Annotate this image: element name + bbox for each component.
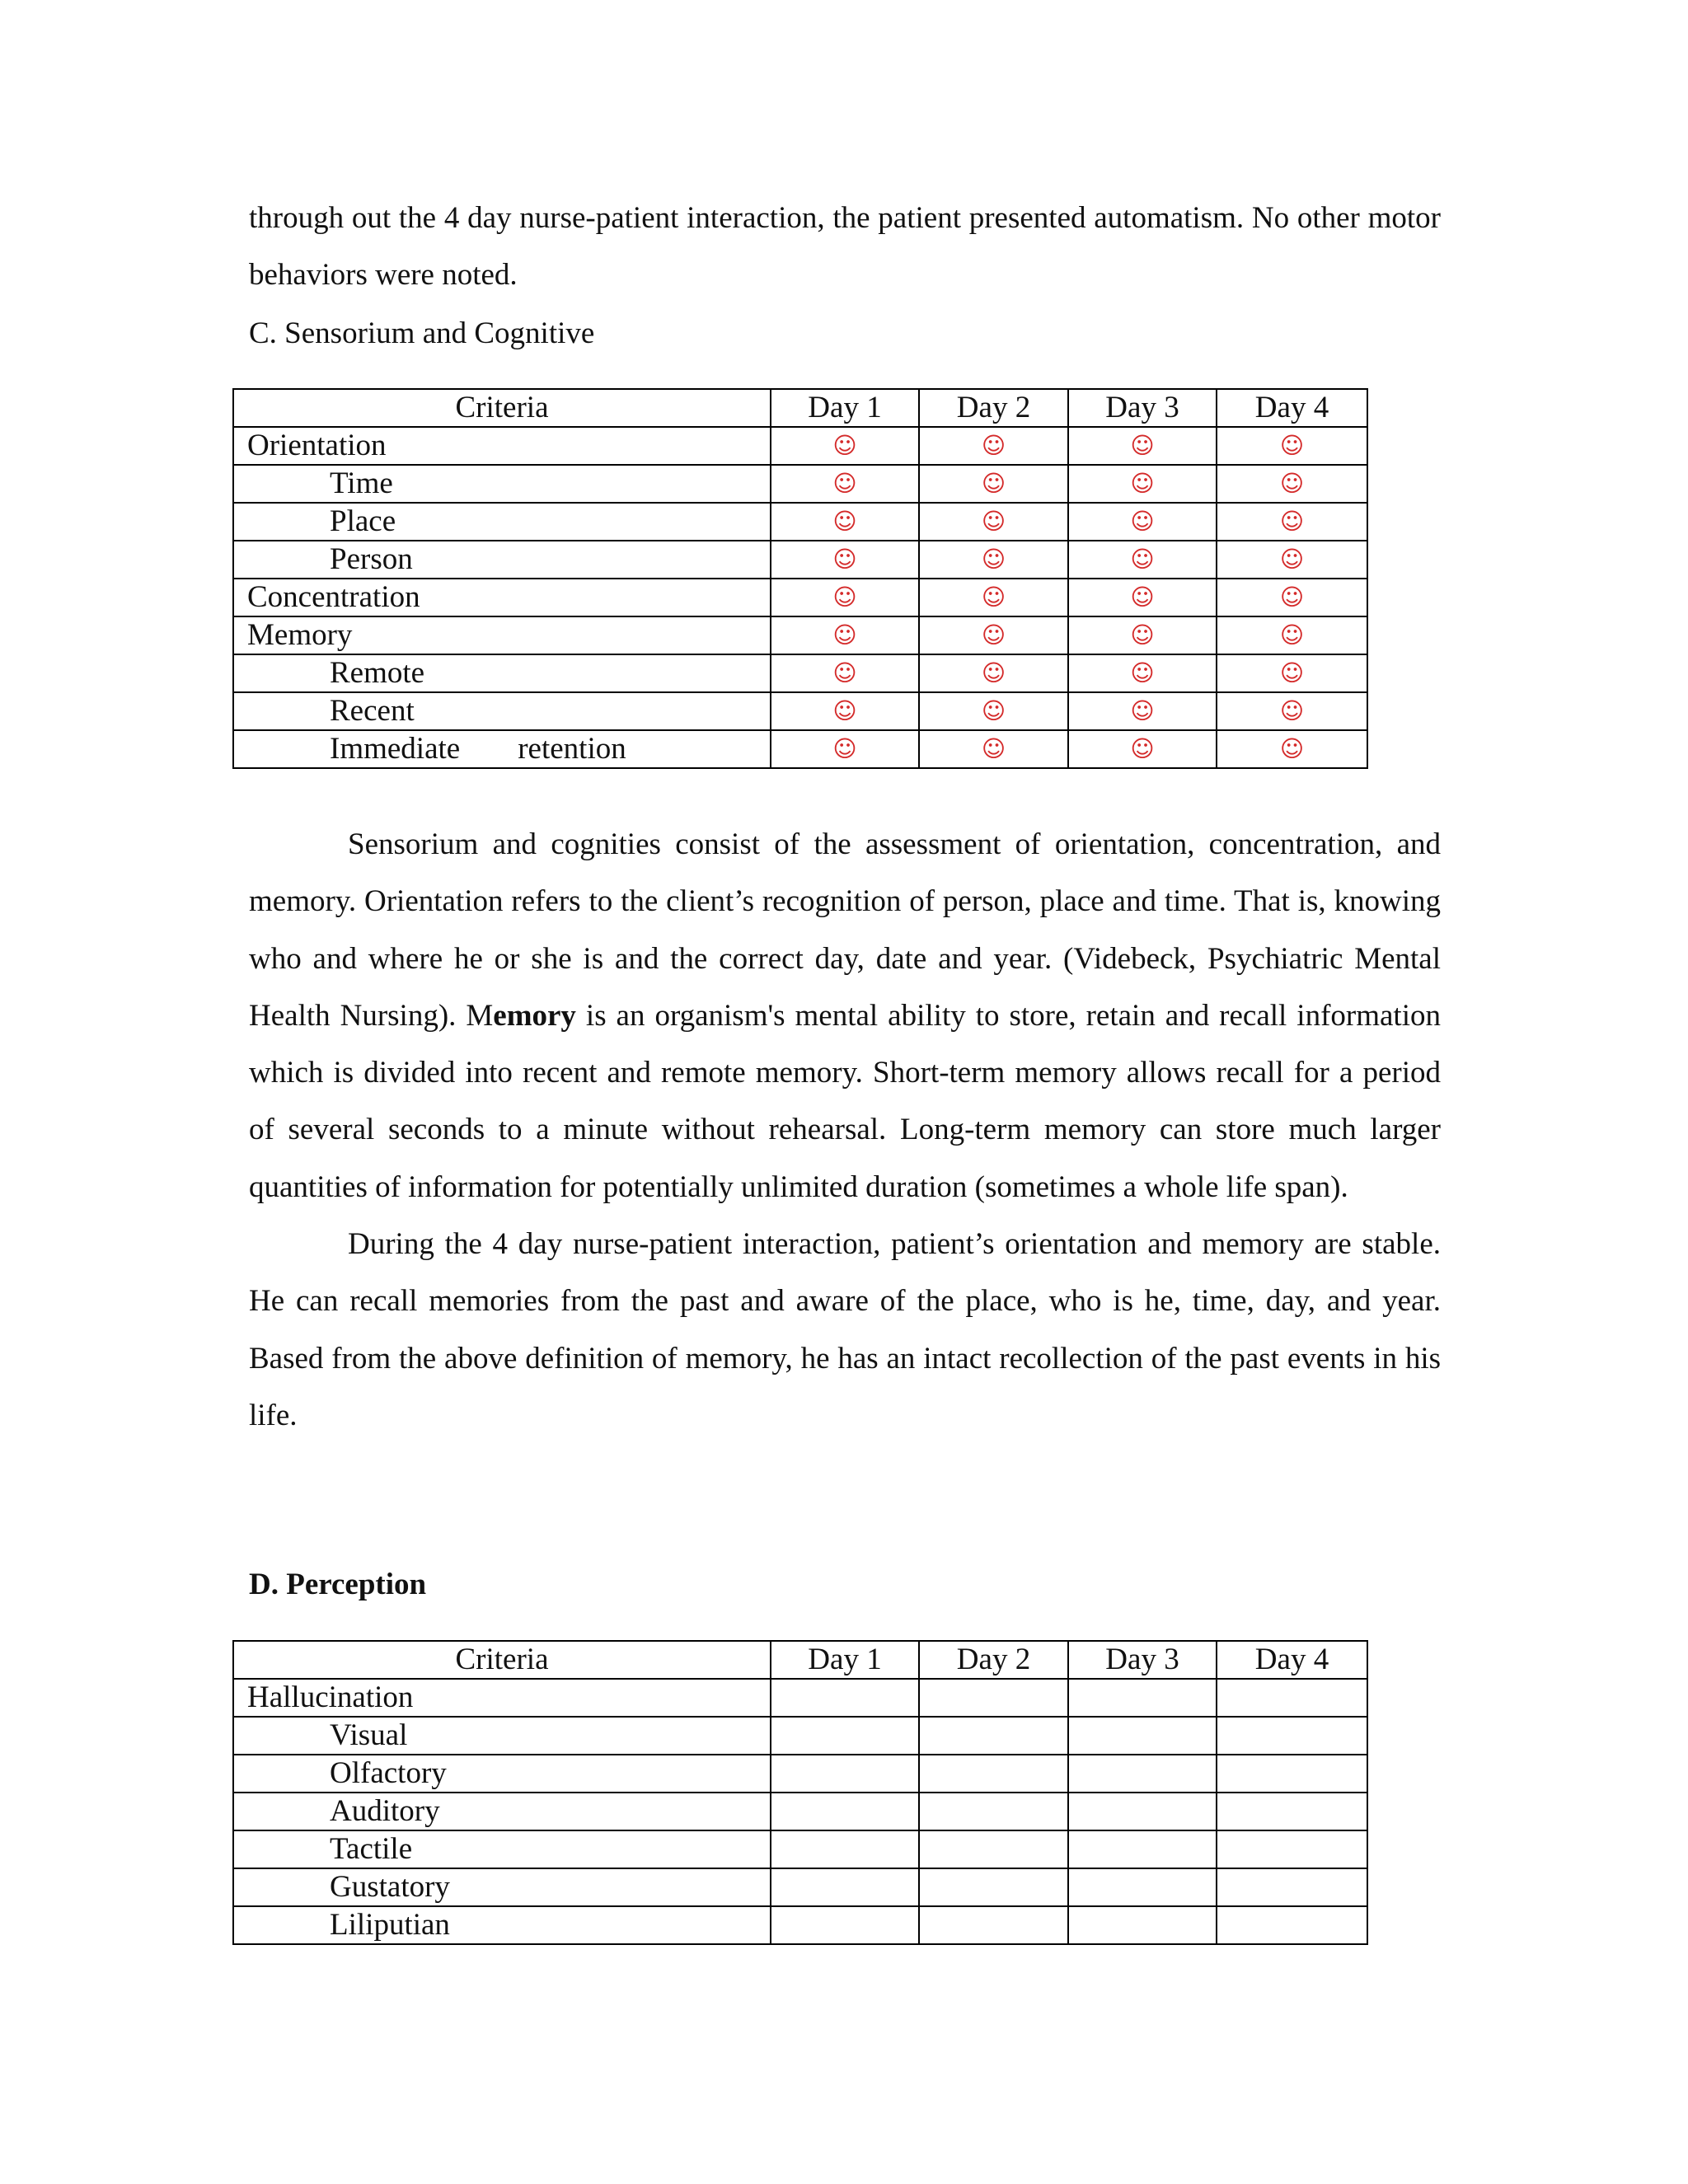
day-3-cell [1068, 1793, 1217, 1830]
criteria-label: Person [330, 542, 413, 576]
criteria-cell [233, 1717, 771, 1755]
header-day-2: Day 2 [919, 389, 1068, 427]
criteria-label: Gustatory [330, 1870, 450, 1904]
day-1-cell [771, 654, 919, 692]
day-3-cell [1068, 579, 1217, 616]
smiley-icon: ☺ [981, 470, 1006, 497]
table-row [233, 1755, 1367, 1793]
day-4-cell [1217, 1679, 1367, 1717]
day-2-cell [919, 541, 1068, 579]
day-4-cell [1217, 503, 1367, 541]
criteria-label: Memory [247, 618, 353, 652]
criteria-cell [233, 427, 771, 465]
table-row [233, 1906, 1367, 1944]
day-2-cell [919, 1868, 1068, 1906]
smiley-icon: ☺ [1279, 621, 1305, 649]
day-2-cell [919, 1906, 1068, 1944]
day-3-cell [1068, 692, 1217, 730]
table-row [233, 692, 1367, 730]
header-criteria: Criteria [233, 389, 771, 427]
day-4-cell [1217, 427, 1367, 465]
smiley-icon: ☺ [1130, 470, 1155, 497]
smiley-icon: ☺ [981, 546, 1006, 573]
table-header-row [233, 1641, 1367, 1679]
day-4-cell [1217, 1906, 1367, 1944]
criteria-cell [233, 692, 771, 730]
day-4-cell [1217, 465, 1367, 503]
header-day-4: Day 4 [1217, 389, 1367, 427]
smiley-icon: ☺ [1130, 583, 1155, 611]
criteria-label: Orientation [247, 429, 387, 462]
day-1-cell [771, 1679, 919, 1717]
criteria-cell [233, 1679, 771, 1717]
day-4-cell [1217, 579, 1367, 616]
day-3-cell [1068, 1906, 1217, 1944]
criteria-label: Auditory [330, 1794, 440, 1828]
criteria-cell [233, 1868, 771, 1906]
smiley-icon: ☺ [1279, 470, 1305, 497]
day-3-cell [1068, 730, 1217, 768]
criteria-label: Concentration [247, 580, 420, 614]
day-3-cell [1068, 503, 1217, 541]
day-2-cell [919, 1755, 1068, 1793]
day-1-cell [771, 1755, 919, 1793]
smiley-icon: ☺ [1130, 546, 1155, 573]
header-criteria: Criteria [233, 1641, 771, 1679]
smiley-icon: ☺ [832, 621, 857, 649]
day-1-cell [771, 465, 919, 503]
day-1-cell [771, 616, 919, 654]
smiley-icon: ☺ [832, 432, 857, 459]
sensorium-table [232, 388, 1368, 769]
criteria-cell [233, 1830, 771, 1868]
smiley-icon: ☺ [1279, 508, 1305, 535]
table-header-row [233, 389, 1367, 427]
smiley-icon: ☺ [1130, 659, 1155, 687]
day-1-cell [771, 1906, 919, 1944]
criteria-label: Visual [330, 1718, 408, 1752]
day-2-cell [919, 1717, 1068, 1755]
smiley-icon: ☺ [1130, 432, 1155, 459]
header-day-3: Day 3 [1068, 1641, 1217, 1679]
smiley-icon: ☺ [981, 621, 1006, 649]
criteria-cell [233, 503, 771, 541]
day-4-cell [1217, 541, 1367, 579]
criteria-label: Time [330, 466, 393, 500]
day-3-cell [1068, 541, 1217, 579]
day-3-cell [1068, 1868, 1217, 1906]
table-row [233, 541, 1367, 579]
header-day-3: Day 3 [1068, 389, 1217, 427]
criteria-label: Tactile [330, 1832, 413, 1866]
smiley-icon: ☺ [832, 546, 857, 573]
smiley-icon: ☺ [981, 508, 1006, 535]
day-1-cell [771, 427, 919, 465]
smiley-icon: ☺ [832, 583, 857, 611]
header-day-2: Day 2 [919, 1641, 1068, 1679]
intro-text: through out the 4 day nurse-patient interaction, the patient presented automatism. No other motor behaviors were noted. [249, 201, 1441, 293]
criteria-cell [233, 541, 771, 579]
day-3-cell [1068, 1717, 1217, 1755]
day-1-cell [771, 503, 919, 541]
header-day-1: Day 1 [771, 1641, 919, 1679]
day-1-cell [771, 1830, 919, 1868]
day-1-cell [771, 1868, 919, 1906]
day-1-cell [771, 579, 919, 616]
day-4-cell [1217, 1717, 1367, 1755]
smiley-icon: ☺ [1279, 432, 1305, 459]
criteria-label: Remote [330, 656, 425, 690]
smiley-icon: ☺ [832, 508, 857, 535]
day-4-cell [1217, 730, 1367, 768]
criteria-label: Liliputian [330, 1908, 450, 1942]
day-4-cell [1217, 1793, 1367, 1830]
day-2-cell [919, 465, 1068, 503]
smiley-icon: ☺ [1279, 583, 1305, 611]
day-2-cell [919, 1830, 1068, 1868]
criteria-cell [233, 654, 771, 692]
day-3-cell [1068, 616, 1217, 654]
smiley-icon: ☺ [981, 735, 1006, 762]
criteria-label: Immediate [330, 732, 461, 766]
day-4-cell [1217, 1830, 1367, 1868]
criteria-label: Recent [330, 694, 415, 728]
table-row [233, 1868, 1367, 1906]
criteria-cell [233, 1755, 771, 1793]
day-2-cell [919, 654, 1068, 692]
day-3-cell [1068, 1755, 1217, 1793]
smiley-icon: ☺ [1279, 546, 1305, 573]
criteria-cell [233, 730, 771, 768]
criteria-cell [233, 1906, 771, 1944]
day-4-cell [1217, 654, 1367, 692]
day-3-cell [1068, 654, 1217, 692]
smiley-icon: ☺ [981, 697, 1006, 724]
smiley-icon: ☺ [832, 659, 857, 687]
smiley-icon: ☺ [1130, 508, 1155, 535]
table-row [233, 1830, 1367, 1868]
day-2-cell [919, 1679, 1068, 1717]
perception-table [232, 1640, 1368, 1945]
day-3-cell [1068, 427, 1217, 465]
day-2-cell [919, 616, 1068, 654]
table-row [233, 730, 1367, 768]
table-row [233, 427, 1367, 465]
criteria-label: Olfactory [330, 1756, 447, 1790]
day-4-cell [1217, 692, 1367, 730]
day-2-cell [919, 692, 1068, 730]
smiley-icon: ☺ [832, 735, 857, 762]
smiley-icon: ☺ [832, 697, 857, 724]
table-row [233, 654, 1367, 692]
day-1-cell [771, 1717, 919, 1755]
day-1-cell [771, 1793, 919, 1830]
smiley-icon: ☺ [832, 470, 857, 497]
criteria-label: Hallucination [247, 1680, 414, 1714]
smiley-icon: ☺ [1130, 735, 1155, 762]
table-row [233, 579, 1367, 616]
table-row [233, 616, 1367, 654]
smiley-icon: ☺ [981, 432, 1006, 459]
day-2-cell [919, 579, 1068, 616]
day-4-cell [1217, 616, 1367, 654]
day-1-cell [771, 692, 919, 730]
day-2-cell [919, 427, 1068, 465]
paragraph-1-text-b: is an organism's mental ability to store, retain and recall information which is divided into recent and remote memory. Short-term memory allows recall for a period of several seconds to a minute without rehearsal. Long-term memory can store much larger quantities of information for potentially unlimited duration (sometimes a whole life span). [249, 998, 1441, 1204]
day-3-cell [1068, 1830, 1217, 1868]
smiley-icon: ☺ [1279, 735, 1305, 762]
criteria-cell [233, 465, 771, 503]
criteria-label: Place [330, 504, 396, 538]
day-3-cell [1068, 465, 1217, 503]
day-2-cell [919, 503, 1068, 541]
day-4-cell [1217, 1755, 1367, 1793]
day-3-cell [1068, 1679, 1217, 1717]
table-row [233, 503, 1367, 541]
header-day-4: Day 4 [1217, 1641, 1367, 1679]
criteria-label-2: retention [518, 732, 626, 766]
criteria-cell [233, 616, 771, 654]
paragraph-1-text-a: Sensorium and cognities consist of the assessment of orientation, concentration, and memory. Orientation refers to the client’s recognition of person, place and time. That is, knowing who and where he or she is and the correct day, date and year. (Videbeck, Psychiatric Mental Health Nursing). M [249, 827, 1441, 1033]
day-2-cell [919, 730, 1068, 768]
day-1-cell [771, 730, 919, 768]
section-d-heading: D. Perception [249, 1568, 427, 1601]
smiley-icon: ☺ [1279, 697, 1305, 724]
table-row [233, 465, 1367, 503]
smiley-icon: ☺ [1279, 659, 1305, 687]
table-row [233, 1717, 1367, 1755]
day-2-cell [919, 1793, 1068, 1830]
day-4-cell [1217, 1868, 1367, 1906]
paragraph-1 [249, 816, 1441, 1216]
criteria-cell [233, 579, 771, 616]
smiley-icon: ☺ [1130, 697, 1155, 724]
criteria-cell [233, 1793, 771, 1830]
section-c-heading: C. Sensorium and Cognitive [249, 316, 595, 350]
smiley-icon: ☺ [1130, 621, 1155, 649]
table-row [233, 1793, 1367, 1830]
header-day-1: Day 1 [771, 389, 919, 427]
paragraph-2: During the 4 day nurse-patient interaction, patient’s orientation and memory are stable. He can recall memories from the past and aware of the place, who is he, time, day, and year. Based from the above definition of memory, he has an intact recollection of the past events in his life. [249, 1227, 1441, 1432]
day-1-cell [771, 541, 919, 579]
sensorium-paragraph [249, 816, 1441, 1444]
paragraph-1-bold: emory [493, 998, 576, 1033]
smiley-icon: ☺ [981, 659, 1006, 687]
intro-paragraph [249, 190, 1441, 304]
smiley-icon: ☺ [981, 583, 1006, 611]
table-row [233, 1679, 1367, 1717]
